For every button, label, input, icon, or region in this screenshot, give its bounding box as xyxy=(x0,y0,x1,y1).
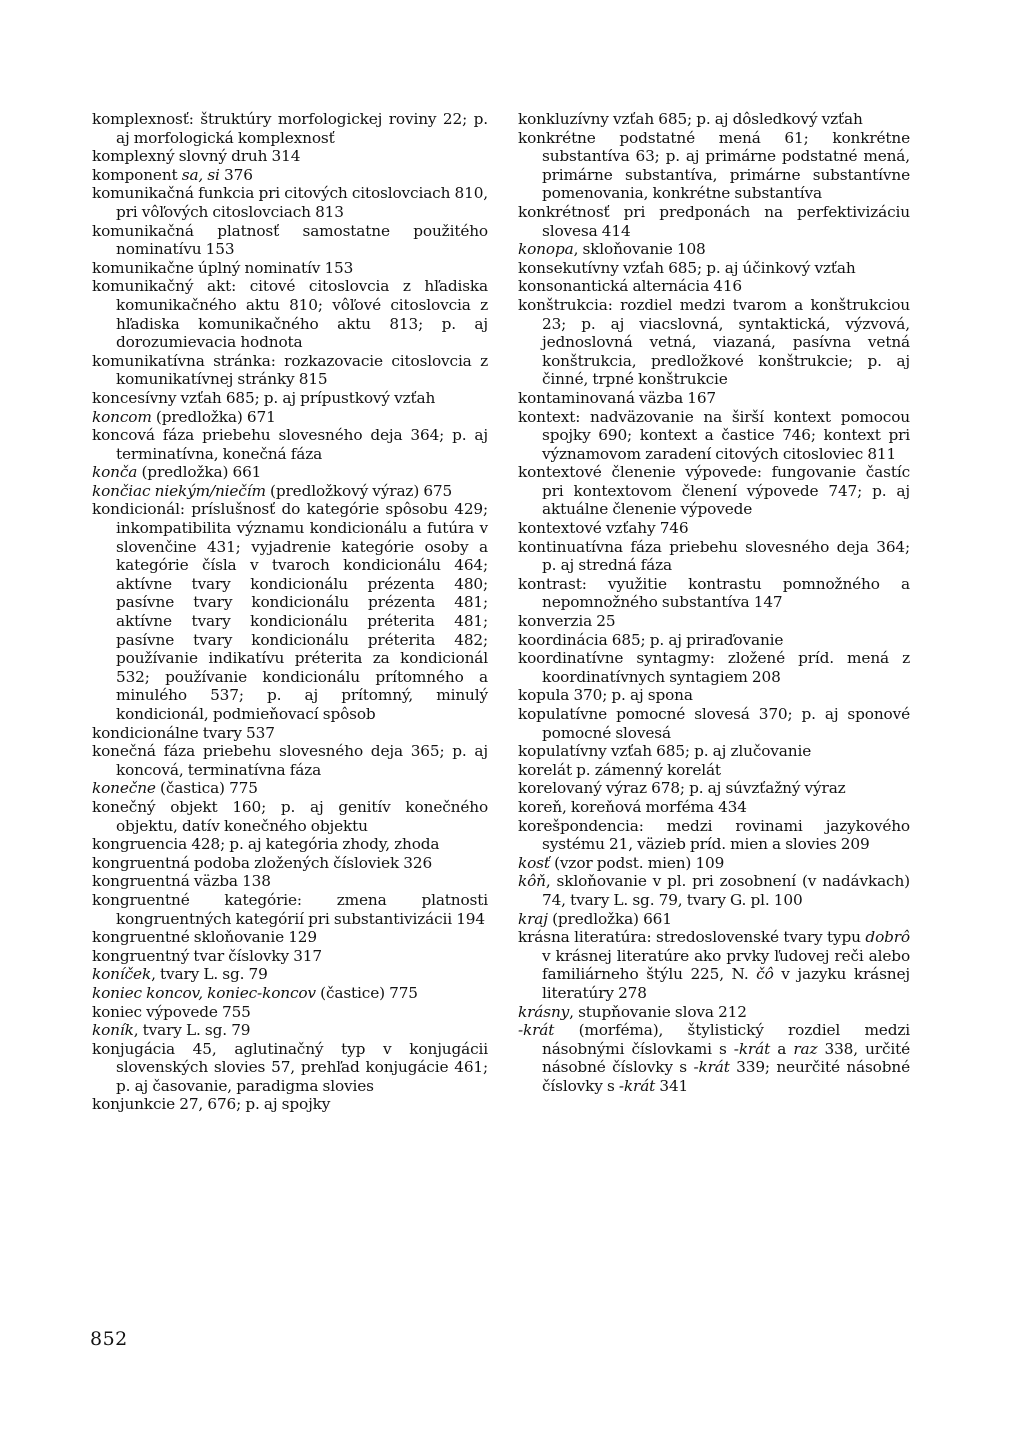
index-entry xyxy=(92,277,488,351)
index-text: komunikatívna stránka: rozkazovacie citoslovcia z komunikatívnej stránky 815 xyxy=(92,351,488,389)
index-entry xyxy=(518,296,910,389)
index-entry xyxy=(518,817,910,854)
index-entry xyxy=(518,928,910,1002)
index-term-italic: dobrô xyxy=(865,928,910,947)
index-entry xyxy=(92,259,488,278)
index-term-italic: kosť xyxy=(518,853,550,872)
index-text: kontrast: využitie kontrastu pomnožného a nepomnožného substantíva 147 xyxy=(518,574,910,612)
index-text: kontext: nadväzovanie na širší kontext pomocou spojky 690; kontext a častice 746; kontext pri významovom zaradení citových citosloviec 811 xyxy=(518,407,910,463)
index-entry xyxy=(518,277,910,296)
index-entry xyxy=(518,408,910,464)
index-term-italic: -krát xyxy=(618,1076,656,1095)
index-text: komplexný slovný druh 314 xyxy=(92,147,301,166)
index-text: kopulatívny vzťah 685; p. aj zlučovanie xyxy=(518,742,812,761)
index-text: kongruentný tvar číslovky 317 xyxy=(92,946,322,965)
index-text: komunikačná funkcia pri citových citoslovciach 810, pri vôľových citoslovciach 813 xyxy=(92,184,488,221)
index-entry xyxy=(92,724,488,743)
index-column-right xyxy=(518,110,910,1095)
index-entry xyxy=(92,1040,488,1096)
index-entry xyxy=(518,575,910,612)
index-entry xyxy=(92,965,488,984)
index-text: kopula 370; p. aj spona xyxy=(518,686,693,705)
index-entry xyxy=(518,1003,910,1022)
index-entry xyxy=(518,854,910,873)
index-entry xyxy=(92,184,488,221)
index-entry xyxy=(92,147,488,166)
index-text: konjugácia 45, aglutinačný typ v konjugácii slovenských slovies 57, prehľad konjugácie 461; p. aj časovanie, paradigma slovies xyxy=(92,1039,488,1095)
index-text: kongruentné kategórie: zmena platnosti kongruentných kategórií pri substantivizácii 194 xyxy=(92,890,488,928)
index-entry xyxy=(92,1021,488,1040)
index-entry xyxy=(518,129,910,203)
index-entry xyxy=(518,1021,910,1095)
index-entry xyxy=(92,835,488,854)
index-entry xyxy=(92,1095,488,1114)
index-entry xyxy=(518,463,910,519)
index-entry xyxy=(518,649,910,686)
index-entry xyxy=(92,798,488,835)
index-text: kontinuatívna fáza priebehu slovesného deja 364; p. aj stredná fáza xyxy=(518,537,910,575)
index-text: korelát p. zámenný korelát xyxy=(518,760,721,779)
index-text: kontextové vzťahy 746 xyxy=(518,519,689,538)
index-text: konjunkcie 27, 676; p. aj spojky xyxy=(92,1095,331,1114)
index-text: koreň, koreňová morféma 434 xyxy=(518,797,747,816)
index-text: konkluzívny vzťah 685; p. aj dôsledkový vzťah xyxy=(518,110,863,128)
index-text: a xyxy=(770,1039,794,1058)
index-text: konsonantická alternácia 416 xyxy=(518,277,743,296)
index-term-italic: koník xyxy=(92,1021,134,1040)
index-entry xyxy=(92,482,488,501)
index-term-italic: kraj xyxy=(518,909,548,928)
index-term-italic: -krát xyxy=(518,1021,555,1040)
index-term-italic: sa, si xyxy=(181,165,220,184)
index-entry xyxy=(518,203,910,240)
index-text: (predložka) 661 xyxy=(547,909,672,928)
index-entry xyxy=(518,872,910,909)
index-term-italic: raz xyxy=(793,1039,818,1058)
index-text: krásna literatúra: stredoslovenské tvary typu xyxy=(518,928,866,947)
index-text: konverzia 25 xyxy=(518,612,616,631)
index-entry xyxy=(92,352,488,389)
index-text: v jazyku krásnej literatúry 278 xyxy=(542,965,910,1002)
index-text: , skloňovanie 108 xyxy=(573,240,706,259)
index-text: konsekutívny vzťah 685; p. aj účinkový vzťah xyxy=(518,258,856,277)
page-number: 852 xyxy=(90,1328,128,1350)
index-text: koniec výpovede 755 xyxy=(92,1002,251,1021)
index-entry xyxy=(92,984,488,1003)
index-entry xyxy=(92,389,488,408)
index-text: kongruencia 428; p. aj kategória zhody, zhoda xyxy=(92,835,440,854)
index-text: , stupňovanie slova 212 xyxy=(569,1002,747,1021)
index-entry xyxy=(518,910,910,929)
index-entry xyxy=(92,872,488,891)
index-term-italic: čô xyxy=(756,965,774,984)
index-entry xyxy=(518,631,910,650)
index-text: kondicionálne tvary 537 xyxy=(92,723,275,742)
index-term-italic: kôň xyxy=(518,872,546,891)
index-entry xyxy=(92,742,488,779)
index-term-italic: koncom xyxy=(92,407,152,426)
index-text: (predložka) 671 xyxy=(151,407,276,426)
index-text: 338, určité násobné číslovky s xyxy=(542,1039,910,1077)
index-text: kongruentné skloňovanie 129 xyxy=(92,928,317,947)
index-term-italic: -krát xyxy=(733,1039,771,1058)
index-term-italic: končiac niekým/niečím xyxy=(92,481,266,500)
index-entry xyxy=(518,519,910,538)
index-entry xyxy=(518,779,910,798)
index-entry xyxy=(92,854,488,873)
index-text: 339; neurčité násobné číslovky s xyxy=(542,1058,910,1095)
index-text: (predložka) 661 xyxy=(137,463,262,482)
index-entry xyxy=(518,761,910,780)
index-text: koordinácia 685; p. aj priraďovanie xyxy=(518,630,784,649)
index-text: (častica) 775 xyxy=(155,779,258,798)
index-entry xyxy=(92,110,488,147)
index-text: konkrétne podstatné mená 61; konkrétne substantíva 63; p. aj primárne podstatné mená, primárne substantíva, primárne substantívne pomenovania, konkrétne substantíva xyxy=(518,128,910,203)
index-entry xyxy=(92,928,488,947)
index-entry xyxy=(92,1003,488,1022)
index-text: , skloňovanie v pl. pri zosobnení (v nadávkach) 74, tvary L. sg. 79, tvary G. pl. 100 xyxy=(542,872,910,909)
index-entry xyxy=(518,389,910,408)
index-text: 341 xyxy=(655,1076,689,1095)
index-text: kopulatívne pomocné slovesá 370; p. aj sponové pomocné slovesá xyxy=(518,705,910,742)
index-entry xyxy=(92,166,488,185)
index-text: (častice) 775 xyxy=(315,983,418,1002)
index-entry xyxy=(518,259,910,278)
index-text: 376 xyxy=(219,165,253,184)
index-text: komunikačná platnosť samostatne použitého nominatívu 153 xyxy=(92,221,488,259)
index-term-italic: koniec koncov, koniec-koncov xyxy=(92,983,316,1002)
index-text: komponent xyxy=(92,165,182,184)
index-entry xyxy=(518,538,910,575)
index-entry xyxy=(92,408,488,427)
index-term-italic: -krát xyxy=(693,1058,730,1077)
index-text: kontextové členenie výpovede: fungovanie častíc pri kontextovom členení výpovede 747; p. aj aktuálne členenie výpovede xyxy=(518,463,910,519)
index-term-italic: krásny xyxy=(518,1002,570,1021)
index-text: korelovaný výraz 678; p. aj súvzťažný výraz xyxy=(518,779,846,798)
index-text: kongruentná podoba zložených čísloviek 326 xyxy=(92,853,433,872)
index-text: (predložkový výraz) 675 xyxy=(265,481,453,500)
index-text: koncová fáza priebehu slovesného deja 364; p. aj terminatívna, konečná fáza xyxy=(92,426,488,463)
index-term-italic: koníček xyxy=(92,965,152,984)
index-entry xyxy=(92,426,488,463)
index-text: kondicionál: príslušnosť do kategórie spôsobu 429; inkompatibilita významu kondicionálu a futúra v slovenčine 431; vyjadrenie kategórie osoby a kategórie čísla v tvaroch kondicionálu 464; aktívne tvary kondicionálu prézenta 480; pasívne tvary kondicionálu prézenta 481; aktívne tvary kondicionálu préterita 481; pasívne tvary kondicionálu préterita 482; používanie indikatívu préterita za kondicionál 532; používanie kondicionálu prítomného a minulého 537; p. aj prítomný, minulý kondicionál, podmieňovací spôsob xyxy=(92,500,488,723)
index-column-left xyxy=(92,110,488,1114)
index-text: korešpondencia: medzi rovinami jazykového systému 21, väzieb príd. mien a slovies 209 xyxy=(518,816,910,854)
index-text: komplexnosť: štruktúry morfologickej roviny 22; p. aj morfologická komplexnosť xyxy=(92,110,488,147)
index-term-italic: konča xyxy=(92,463,138,482)
index-entry xyxy=(92,891,488,928)
index-entry xyxy=(518,798,910,817)
index-entry xyxy=(518,705,910,742)
index-entry xyxy=(92,463,488,482)
index-text: (morféma), štylistický rozdiel medzi násobnými číslovkami s xyxy=(542,1021,910,1058)
index-entry xyxy=(518,612,910,631)
index-entry xyxy=(518,742,910,761)
index-entry xyxy=(92,222,488,259)
index-text: konkrétnosť pri predponách na perfektivizáciu slovesa 414 xyxy=(518,202,910,240)
index-term-italic: konopa xyxy=(518,240,574,259)
index-entry xyxy=(92,500,488,723)
index-term-italic: konečne xyxy=(92,779,156,798)
index-text: konštrukcia: rozdiel medzi tvarom a konštrukciou 23; p. aj viacslovná, syntaktická, výzvová, jednoslovná vetná, viazaná, pasívna vetná konštrukcia, predložkové konštrukcie; p. aj činné, trpné konštrukcie xyxy=(518,295,910,389)
index-text: konečný objekt 160; p. aj genitív konečného objektu, datív konečného objektu xyxy=(92,797,488,835)
index-text: v krásnej literatúre ako prvky ľudovej reči alebo familiárneho štýlu 225, N. xyxy=(542,946,910,984)
index-text: (vzor podst. mien) 109 xyxy=(549,853,725,872)
index-entry xyxy=(92,947,488,966)
index-entry xyxy=(518,110,910,129)
index-text: koncesívny vzťah 685; p. aj prípustkový vzťah xyxy=(92,388,436,407)
index-text: , tvary L. sg. 79 xyxy=(151,965,268,984)
index-entry xyxy=(518,240,910,259)
index-text: konečná fáza priebehu slovesného deja 365; p. aj koncová, terminatívna fáza xyxy=(92,742,488,779)
index-text: kontaminovaná väzba 167 xyxy=(518,388,716,407)
index-text: koordinatívne syntagmy: zložené príd. mená z koordinatívnych syntagiem 208 xyxy=(518,649,910,686)
index-entry xyxy=(92,779,488,798)
index-text: , tvary L. sg. 79 xyxy=(133,1021,251,1040)
index-text: komunikačný akt: citové citoslovcia z hľadiska komunikačného aktu 810; vôľové citoslovcia z hľadiska komunikačného aktu 813; p. aj dorozumievacia hodnota xyxy=(92,277,488,352)
index-text: komunikačne úplný nominatív 153 xyxy=(92,258,354,277)
index-entry xyxy=(518,686,910,705)
index-text: kongruentná väzba 138 xyxy=(92,872,271,891)
